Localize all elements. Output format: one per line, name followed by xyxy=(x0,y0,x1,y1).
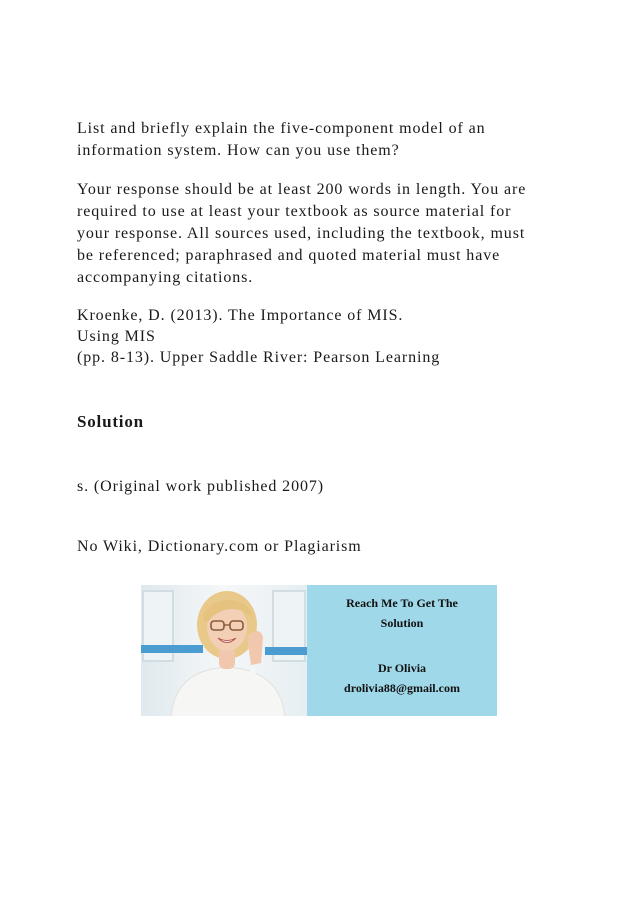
solution-policy: No Wiki, Dictionary.com or Plagiarism xyxy=(77,538,362,555)
requirements-line-3: your response. All sources used, including the textbook, must xyxy=(77,225,526,242)
reference-line-3: (pp. 8-13). Upper Saddle River: Pearson Learning xyxy=(77,349,441,366)
contact-banner xyxy=(141,585,497,716)
portrait-photo xyxy=(141,585,307,716)
reference-line-1: Kroenke, D. (2013). The Importance of MIS. xyxy=(77,307,404,324)
requirements-line-4: be referenced; paraphrased and quoted material must have xyxy=(77,247,501,264)
banner-subheadline: Solution xyxy=(380,616,424,630)
banner-email[interactable]: drolivia88@gmail.com xyxy=(344,681,460,695)
solution-note: s. (Original work published 2007) xyxy=(77,478,325,495)
banner-headline: Reach Me To Get The xyxy=(346,596,458,610)
banner-name: Dr Olivia xyxy=(377,661,427,675)
requirements-line-1: Your response should be at least 200 words in length. You are xyxy=(77,181,527,198)
requirements-line-2: required to use at least your textbook as source material for xyxy=(77,203,512,220)
question-line-1: List and briefly explain the five-component model of an xyxy=(77,120,486,137)
reference-line-2: Using MIS xyxy=(77,328,156,345)
contact-panel xyxy=(307,585,497,716)
solution-heading: Solution xyxy=(77,412,144,431)
requirements-line-5: accompanying citations. xyxy=(77,269,254,286)
question-line-2: information system. How can you use them? xyxy=(77,142,400,159)
